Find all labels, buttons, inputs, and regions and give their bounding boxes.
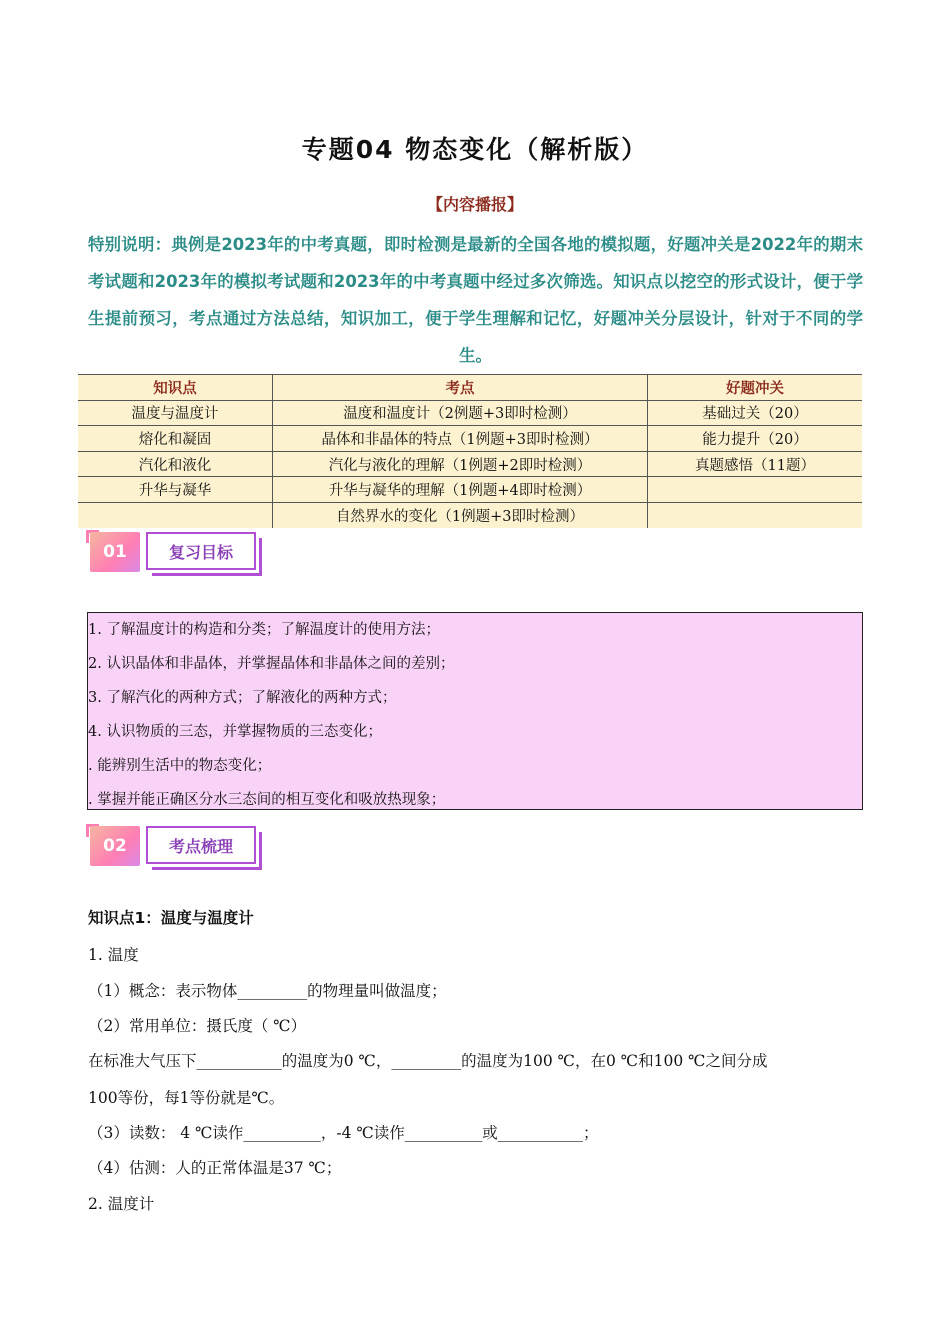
table-header: 知识点 bbox=[78, 375, 273, 401]
table-row bbox=[78, 426, 862, 452]
content-line: 2. 温度计 bbox=[88, 1195, 155, 1213]
content-line: 1. 温度 bbox=[88, 946, 139, 964]
goal-item: . 能辨别生活中的物态变化； bbox=[88, 758, 272, 774]
table-cell: 升华与凝华 bbox=[78, 477, 273, 503]
table-cell: 真题感悟（11题） bbox=[648, 451, 863, 477]
content-broadcast-heading: 【内容播报】 bbox=[426, 195, 523, 214]
content-line: （2）常用单位：摄氏度（ ℃） bbox=[88, 1017, 307, 1035]
section-label: 复习目标 bbox=[146, 532, 256, 570]
content-line: 100等份，每1等份就是℃。 bbox=[88, 1089, 285, 1107]
content-line: （3）读数： 4 ℃读作__________，-4 ℃读作__________或___________； bbox=[88, 1124, 599, 1142]
table-header: 考点 bbox=[273, 375, 648, 401]
goal-item: 3. 了解汽化的两种方式；了解液化的两种方式； bbox=[88, 690, 397, 706]
table-cell: 升华与凝华的理解（1例题+4即时检测） bbox=[273, 477, 648, 503]
table-cell: 能力提升（20） bbox=[648, 426, 863, 452]
table-cell bbox=[648, 477, 863, 503]
table-row bbox=[78, 400, 862, 426]
table-cell: 温度和温度计（2例题+3即时检测） bbox=[273, 400, 648, 426]
table-cell: 晶体和非晶体的特点（1例题+3即时检测） bbox=[273, 426, 648, 452]
table-cell: 基础过关（20） bbox=[648, 400, 863, 426]
table-header: 好题冲关 bbox=[648, 375, 863, 401]
table-cell bbox=[78, 502, 273, 527]
document-title: 专题04 物态变化（解析版） bbox=[301, 135, 649, 164]
knowledge-point-title: 知识点1：温度与温度计 bbox=[88, 909, 254, 927]
content-line: （4）估测：人的正常体温是37 ℃； bbox=[88, 1159, 342, 1177]
goal-item: 4. 认识物质的三态，并掌握物质的三态变化； bbox=[88, 724, 382, 740]
table-cell: 温度与温度计 bbox=[78, 400, 273, 426]
intro-paragraph: 特别说明：典例是2023年的中考真题，即时检测是最新的全国各地的模拟题，好题冲关是2022年的期末考试题和2023年的模拟考试题和2023年的中考真题中经过多次筛选。知识点以挖空的形式设计，便于学生提前预习，考点通过方法总结，知识加工，便于学生理解和记忆，好题冲关分层设计，针对于不同的学生。 bbox=[88, 235, 863, 365]
section-label: 考点梳理 bbox=[146, 826, 256, 864]
table-row bbox=[78, 451, 862, 477]
table-cell: 熔化和凝固 bbox=[78, 426, 273, 452]
goal-item: . 掌握并能正确区分水三态间的相互变化和吸放热现象； bbox=[88, 792, 446, 808]
section-number: 01 bbox=[90, 532, 140, 572]
section-badge-key-points bbox=[86, 824, 266, 874]
section-badge-review-goals bbox=[86, 530, 266, 580]
table-cell: 自然界水的变化（1例题+3即时检测） bbox=[273, 502, 648, 527]
goal-item: 1. 了解温度计的构造和分类；了解温度计的使用方法； bbox=[88, 622, 440, 638]
content-line: （1）概念：表示物体_________的物理量叫做温度； bbox=[88, 982, 447, 1000]
table-header-row bbox=[78, 375, 862, 401]
table-cell: 汽化和液化 bbox=[78, 451, 273, 477]
table-cell: 汽化与液化的理解（1例题+2即时检测） bbox=[273, 451, 648, 477]
table-cell bbox=[648, 502, 863, 527]
section-number: 02 bbox=[90, 826, 140, 866]
content-line: 在标准大气压下___________的温度为0 ℃，_________的温度为100 ℃，在0 ℃和100 ℃之间分成 bbox=[88, 1052, 768, 1070]
review-goals-box bbox=[87, 612, 863, 810]
table-row bbox=[78, 502, 862, 527]
overview-table bbox=[78, 374, 862, 528]
goal-item: 2. 认识晶体和非晶体，并掌握晶体和非晶体之间的差别； bbox=[88, 656, 455, 672]
table-row bbox=[78, 477, 862, 503]
